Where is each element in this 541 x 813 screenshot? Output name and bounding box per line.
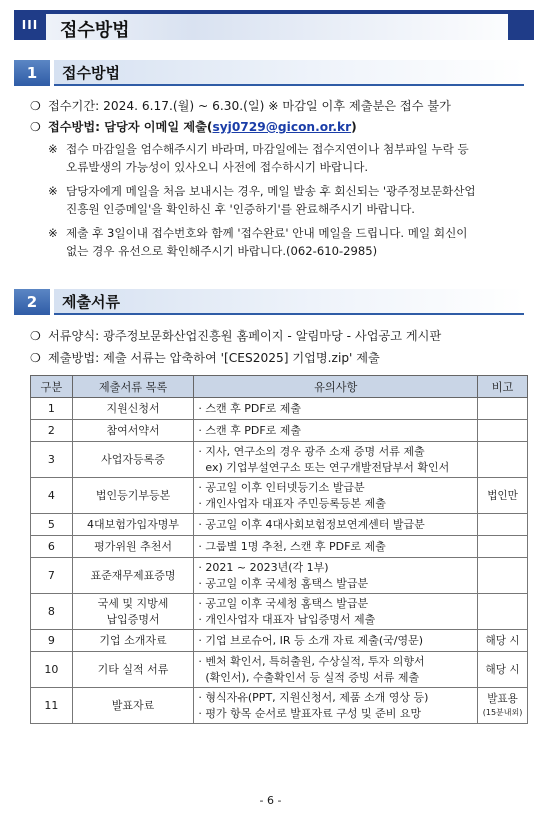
note-line: · 그룹별 1명 추천, 스캔 후 PDF로 제출 bbox=[198, 539, 386, 553]
sub-header-1-number: 1 bbox=[14, 60, 50, 86]
cell-notes bbox=[194, 442, 478, 478]
sub-header-1 bbox=[14, 60, 524, 86]
cell-notes bbox=[194, 536, 478, 558]
cell-no: 11 bbox=[31, 688, 73, 724]
cell-no: 5 bbox=[31, 514, 73, 536]
main-header-title-bar bbox=[46, 10, 534, 40]
cell-notes bbox=[194, 652, 478, 688]
note-line: · 2021 ~ 2023년(각 1부) bbox=[198, 560, 329, 574]
document-name: 납입증명서 bbox=[106, 612, 160, 626]
table-row bbox=[31, 558, 528, 594]
main-header-accent-bar bbox=[508, 14, 534, 40]
page-number: - 6 - bbox=[259, 794, 282, 807]
document-name: 지원신청서 bbox=[106, 401, 160, 415]
cell-remark bbox=[478, 536, 528, 558]
main-section-number: III bbox=[14, 10, 46, 40]
circle-bullet-icon: ❍ bbox=[30, 120, 41, 134]
note-line: · 스캔 후 PDF로 제출 bbox=[198, 423, 302, 437]
document-name: 평가위원 추천서 bbox=[94, 539, 172, 553]
cell-notes bbox=[194, 398, 478, 420]
sub-header-1-bar bbox=[54, 60, 524, 86]
circle-bullet-icon: ❍ bbox=[30, 99, 41, 113]
table-row bbox=[31, 630, 528, 652]
cell-document bbox=[72, 594, 194, 630]
cell-no: 4 bbox=[31, 478, 73, 514]
sub-header-1-title: 접수방법 bbox=[62, 63, 120, 82]
cell-document bbox=[72, 536, 194, 558]
cell-remark bbox=[478, 594, 528, 630]
cell-document bbox=[72, 514, 194, 536]
cell-notes bbox=[194, 594, 478, 630]
cell-document bbox=[72, 630, 194, 652]
circle-bullet-icon: ❍ bbox=[30, 351, 41, 365]
form-line bbox=[30, 327, 441, 345]
document-name: 4대보험가입자명부 bbox=[87, 517, 180, 531]
period-line bbox=[30, 97, 451, 115]
document-name: 발표자료 bbox=[111, 698, 155, 712]
reference-mark-icon: ※ bbox=[48, 184, 58, 198]
remark-text: 법인만 bbox=[487, 489, 518, 502]
document-name: 표준재무제표증명 bbox=[90, 568, 176, 582]
method-label: 접수방법: 담당자 이메일 제출( bbox=[48, 120, 213, 134]
note-line: · 공고일 이후 국세청 홈택스 발급분 bbox=[198, 576, 369, 590]
cell-no: 2 bbox=[31, 420, 73, 442]
documents-table bbox=[30, 375, 528, 724]
remark-text: 발표용 bbox=[487, 692, 518, 705]
cell-remark bbox=[478, 514, 528, 536]
note-3-line-1: 제출 후 3일이내 접수번호와 함께 '접수완료' 안내 메일을 드립니다. 메일 회신이 bbox=[66, 226, 468, 240]
submit-method-line bbox=[30, 349, 380, 367]
cell-remark bbox=[478, 688, 528, 724]
cell-no: 1 bbox=[31, 398, 73, 420]
cell-remark bbox=[478, 652, 528, 688]
table-row bbox=[31, 514, 528, 536]
method-close: ) bbox=[351, 120, 357, 134]
note-line: · 개인사업자 대표자 주민등록등본 제출 bbox=[198, 496, 386, 510]
remark-text: 해당 시 bbox=[485, 663, 520, 676]
note-line: · 공고일 이후 인터넷등기소 발급분 bbox=[198, 480, 365, 494]
table-header-row bbox=[31, 376, 528, 398]
sub-header-2-number: 2 bbox=[14, 289, 50, 315]
cell-document bbox=[72, 420, 194, 442]
table-row bbox=[31, 442, 528, 478]
cell-no: 8 bbox=[31, 594, 73, 630]
note-2 bbox=[48, 182, 528, 218]
note-2-line-2: 진흥원 인증메일'을 확인하신 후 '인증하기'를 완료해주시기 바랍니다. bbox=[66, 202, 415, 216]
document-name: 참여서약서 bbox=[106, 423, 160, 437]
note-1 bbox=[48, 140, 528, 176]
note-1-line-1: 접수 마감일을 엄수해주시기 바라며, 마감일에는 접수지연이나 첨부파일 누락 등 bbox=[66, 142, 469, 156]
main-section-title: 접수방법 bbox=[60, 20, 130, 41]
note-line: (확인서), 수출확인서 등 실적 증빙 서류 제출 bbox=[198, 670, 420, 684]
cell-notes bbox=[194, 420, 478, 442]
cell-document bbox=[72, 398, 194, 420]
remark-text: (15분내외) bbox=[482, 707, 523, 717]
note-line: · 형식자유(PPT, 지원신청서, 제품 소개 영상 등) bbox=[198, 690, 429, 704]
note-3 bbox=[48, 224, 528, 260]
note-line: · 스캔 후 PDF로 제출 bbox=[198, 401, 302, 415]
note-2-line-1: 담당자에게 메일을 처음 보내시는 경우, 메일 발송 후 회신되는 '광주정보문화산업 bbox=[66, 184, 476, 198]
cell-notes bbox=[194, 478, 478, 514]
header-no: 구분 bbox=[31, 376, 73, 398]
method-line bbox=[30, 118, 357, 136]
document-name: 기업 소개자료 bbox=[99, 633, 167, 647]
cell-document bbox=[72, 478, 194, 514]
document-name: 국세 및 지방세 bbox=[97, 596, 169, 610]
cell-document bbox=[72, 688, 194, 724]
reference-mark-icon: ※ bbox=[48, 226, 58, 240]
cell-no: 10 bbox=[31, 652, 73, 688]
cell-notes bbox=[194, 630, 478, 652]
note-line: · 벤처 확인서, 특허출원, 수상실적, 투자 의향서 bbox=[198, 654, 425, 668]
cell-no: 3 bbox=[31, 442, 73, 478]
table-row bbox=[31, 398, 528, 420]
cell-no: 6 bbox=[31, 536, 73, 558]
table-body bbox=[31, 398, 528, 724]
note-line: · 기업 브로슈어, IR 등 소개 자료 제출(국/영문) bbox=[198, 633, 424, 647]
cell-document bbox=[72, 558, 194, 594]
document-name: 사업자등록증 bbox=[101, 452, 165, 466]
table-row bbox=[31, 536, 528, 558]
note-line: · 공고일 이후 4대사회보험정보연계센터 발급분 bbox=[198, 517, 425, 531]
cell-no: 9 bbox=[31, 630, 73, 652]
header-notes: 유의사항 bbox=[194, 376, 478, 398]
sub-header-2-bar bbox=[54, 289, 524, 315]
table-row bbox=[31, 594, 528, 630]
submit-method-text: 제출방법: 제출 서류는 압축하여 '[CES2025] 기업명.zip' 제출 bbox=[48, 351, 380, 365]
note-line: ex) 기업부설연구소 또는 연구개발전담부서 확인서 bbox=[198, 460, 450, 474]
cell-no: 7 bbox=[31, 558, 73, 594]
cell-remark bbox=[478, 558, 528, 594]
header-doc: 제출서류 목록 bbox=[72, 376, 194, 398]
sub-header-2-title: 제출서류 bbox=[62, 292, 120, 311]
form-text: 서류양식: 광주정보문화산업진흥원 홈페이지 - 알림마당 - 사업공고 게시판 bbox=[48, 329, 442, 343]
document-name: 기타 실적 서류 bbox=[97, 662, 169, 676]
period-text: 접수기간: 2024. 6.17.(월) ~ 6.30.(일) ※ 마감일 이후 제출분은 접수 불가 bbox=[48, 99, 451, 113]
note-1-line-2: 오류발생의 가능성이 있사오니 사전에 접수하시기 바랍니다. bbox=[66, 160, 369, 174]
table-row bbox=[31, 420, 528, 442]
remark-text: 해당 시 bbox=[485, 634, 520, 647]
section-main-header bbox=[14, 10, 534, 40]
table-row bbox=[31, 688, 528, 724]
cell-document bbox=[72, 442, 194, 478]
cell-remark bbox=[478, 478, 528, 514]
reference-mark-icon: ※ bbox=[48, 142, 58, 156]
table-row bbox=[31, 478, 528, 514]
note-line: · 공고일 이후 국세청 홈택스 발급분 bbox=[198, 596, 369, 610]
cell-notes bbox=[194, 514, 478, 536]
cell-document bbox=[72, 652, 194, 688]
sub-header-2 bbox=[14, 289, 524, 315]
note-line: · 지사, 연구소의 경우 광주 소재 증명 서류 제출 bbox=[198, 444, 425, 458]
cell-notes bbox=[194, 558, 478, 594]
note-3-line-2: 없는 경우 유선으로 확인해주시기 바랍니다.(062-610-2985) bbox=[66, 244, 378, 258]
header-remark: 비고 bbox=[478, 376, 528, 398]
email-link[interactable]: syj0729@gicon.or.kr bbox=[212, 120, 352, 134]
circle-bullet-icon: ❍ bbox=[30, 329, 41, 343]
cell-notes bbox=[194, 688, 478, 724]
document-name: 법인등기부등본 bbox=[95, 488, 171, 502]
note-line: · 평가 항목 순서로 발표자료 구성 및 준비 요망 bbox=[198, 706, 422, 720]
cell-remark bbox=[478, 420, 528, 442]
cell-remark bbox=[478, 398, 528, 420]
cell-remark bbox=[478, 630, 528, 652]
table-row bbox=[31, 652, 528, 688]
cell-remark bbox=[478, 442, 528, 478]
note-line: · 개인사업자 대표자 납입증명서 제출 bbox=[198, 612, 376, 626]
